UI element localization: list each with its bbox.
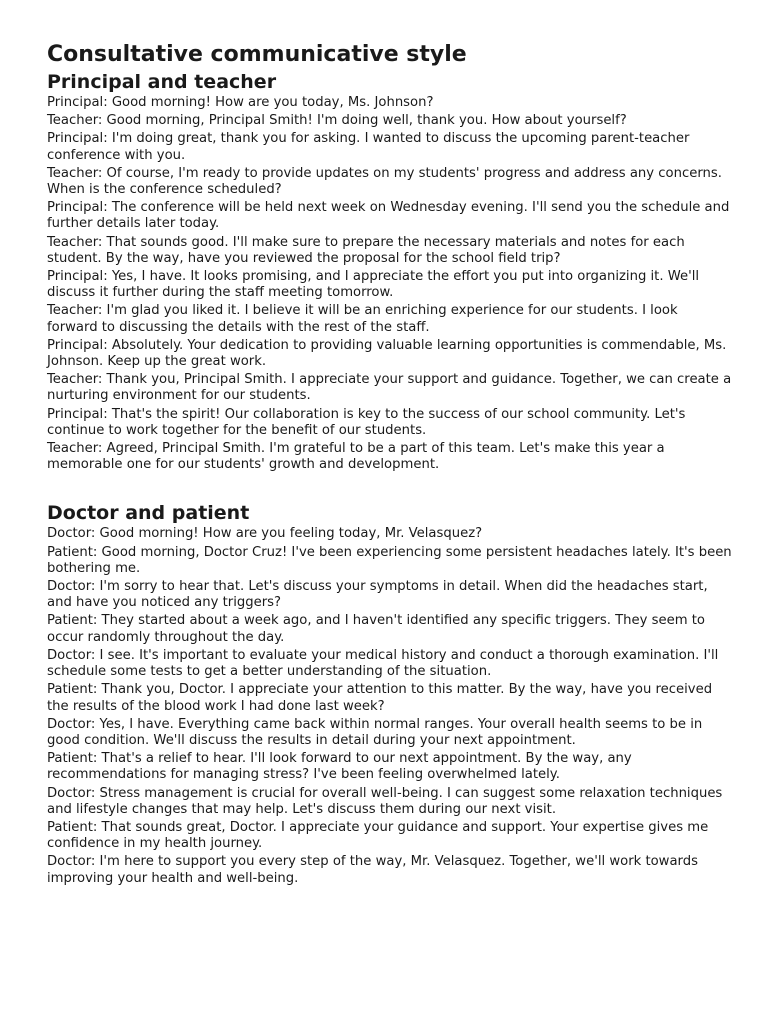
dialogue-line: Patient: That sounds great, Doctor. I appreciate your guidance and support. Your expertise gives me confidence in my health journey.: [47, 819, 709, 852]
dialogue-line: Teacher: Of course, I'm ready to provide updates on my students' progress and address any concerns. When is the conference scheduled?: [47, 165, 722, 198]
section-heading: Principal and teacher: [47, 71, 277, 93]
document-body: [47, 70, 732, 887]
document-page: [47, 40, 732, 889]
dialogue-line: Principal: That's the spirit! Our collaboration is key to the success of our school community. Let's continue to work together for the benefit of our students.: [47, 406, 686, 438]
document-title: Consultative communicative style: [47, 42, 467, 67]
dialogue-line: Patient: They started about a week ago, and I haven't identified any specific triggers. They seem to occur randomly throughout the day.: [47, 613, 705, 645]
dialogue-section: [47, 501, 732, 886]
dialogue-line: Doctor: I'm here to support you every step of the way, Mr. Velasquez. Together, we'll work towards improving your health and well-being.: [47, 854, 698, 886]
dialogue-line: Principal: Yes, I have. It looks promising, and I appreciate the effort you put into organizing it. We'll discuss it further during the staff meeting tomorrow.: [47, 269, 700, 301]
dialogue-line: Teacher: Thank you, Principal Smith. I appreciate your support and guidance. Together, we can create a nurturing environment for our students.: [47, 372, 732, 404]
dialogue-line: Patient: That's a relief to hear. I'll look forward to our next appointment. By the way, any recommendations for managing stress? I've been feeling overwhelmed lately.: [47, 751, 632, 783]
dialogue-line: Teacher: That sounds good. I'll make sure to prepare the necessary materials and notes for each student. By the way, have you reviewed the proposal for the school field trip?: [47, 234, 685, 266]
dialogue-line: Doctor: I see. It's important to evaluate your medical history and conduct a thorough examination. I'll schedule some tests to get a better understanding of the situation.: [47, 647, 719, 680]
dialogue-line: Doctor: Stress management is crucial for overall well-being. I can suggest some relaxation techniques and lifestyle changes that may help. Let's discuss them during our next visit.: [47, 785, 723, 817]
dialogue-line: Teacher: Good morning, Principal Smith! I'm doing well, thank you. How about yourself?: [47, 113, 627, 129]
section-heading: Doctor and patient: [47, 502, 250, 525]
dialogue-line: Teacher: I'm glad you liked it. I believe it will be an enriching experience for our students. I look forward to discussing the details with the rest of the staff.: [47, 303, 678, 335]
dialogue-line: Patient: Thank you, Doctor. I appreciate your attention to this matter. By the way, have you received the results of the blood work I had done last week?: [47, 682, 713, 714]
dialogue-line: Patient: Good morning, Doctor Cruz! I've been experiencing some persistent headaches lately. It's been bothering me.: [47, 544, 732, 576]
dialogue-line: Teacher: Agreed, Principal Smith. I'm grateful to be a part of this team. Let's make this year a memorable one for our students' growth and development.: [47, 441, 665, 473]
dialogue-line: Doctor: Yes, I have. Everything came back within normal ranges. Your overall health seems to be in good condition. We'll discuss the results in detail during your next appointment.: [47, 716, 703, 748]
dialogue-line: Doctor: I'm sorry to hear that. Let's discuss your symptoms in detail. When did the headaches start, and have you noticed any triggers?: [47, 579, 708, 611]
dialogue-line: Doctor: Good morning! How are you feeling today, Mr. Velasquez?: [47, 526, 483, 542]
dialogue-line: Principal: Good morning! How are you today, Ms. Johnson?: [47, 95, 434, 110]
dialogue-line: Principal: The conference will be held next week on Wednesday evening. I'll send you the schedule and further details later today.: [47, 200, 730, 232]
dialogue-line: Principal: I'm doing great, thank you for asking. I wanted to discuss the upcoming parent-teacher conference with you.: [47, 131, 690, 163]
dialogue-line: Principal: Absolutely. Your dedication to providing valuable learning opportunities is commendable, Ms. Johnson. Keep up the great work.: [47, 337, 727, 370]
dialogue-section: [47, 70, 732, 473]
